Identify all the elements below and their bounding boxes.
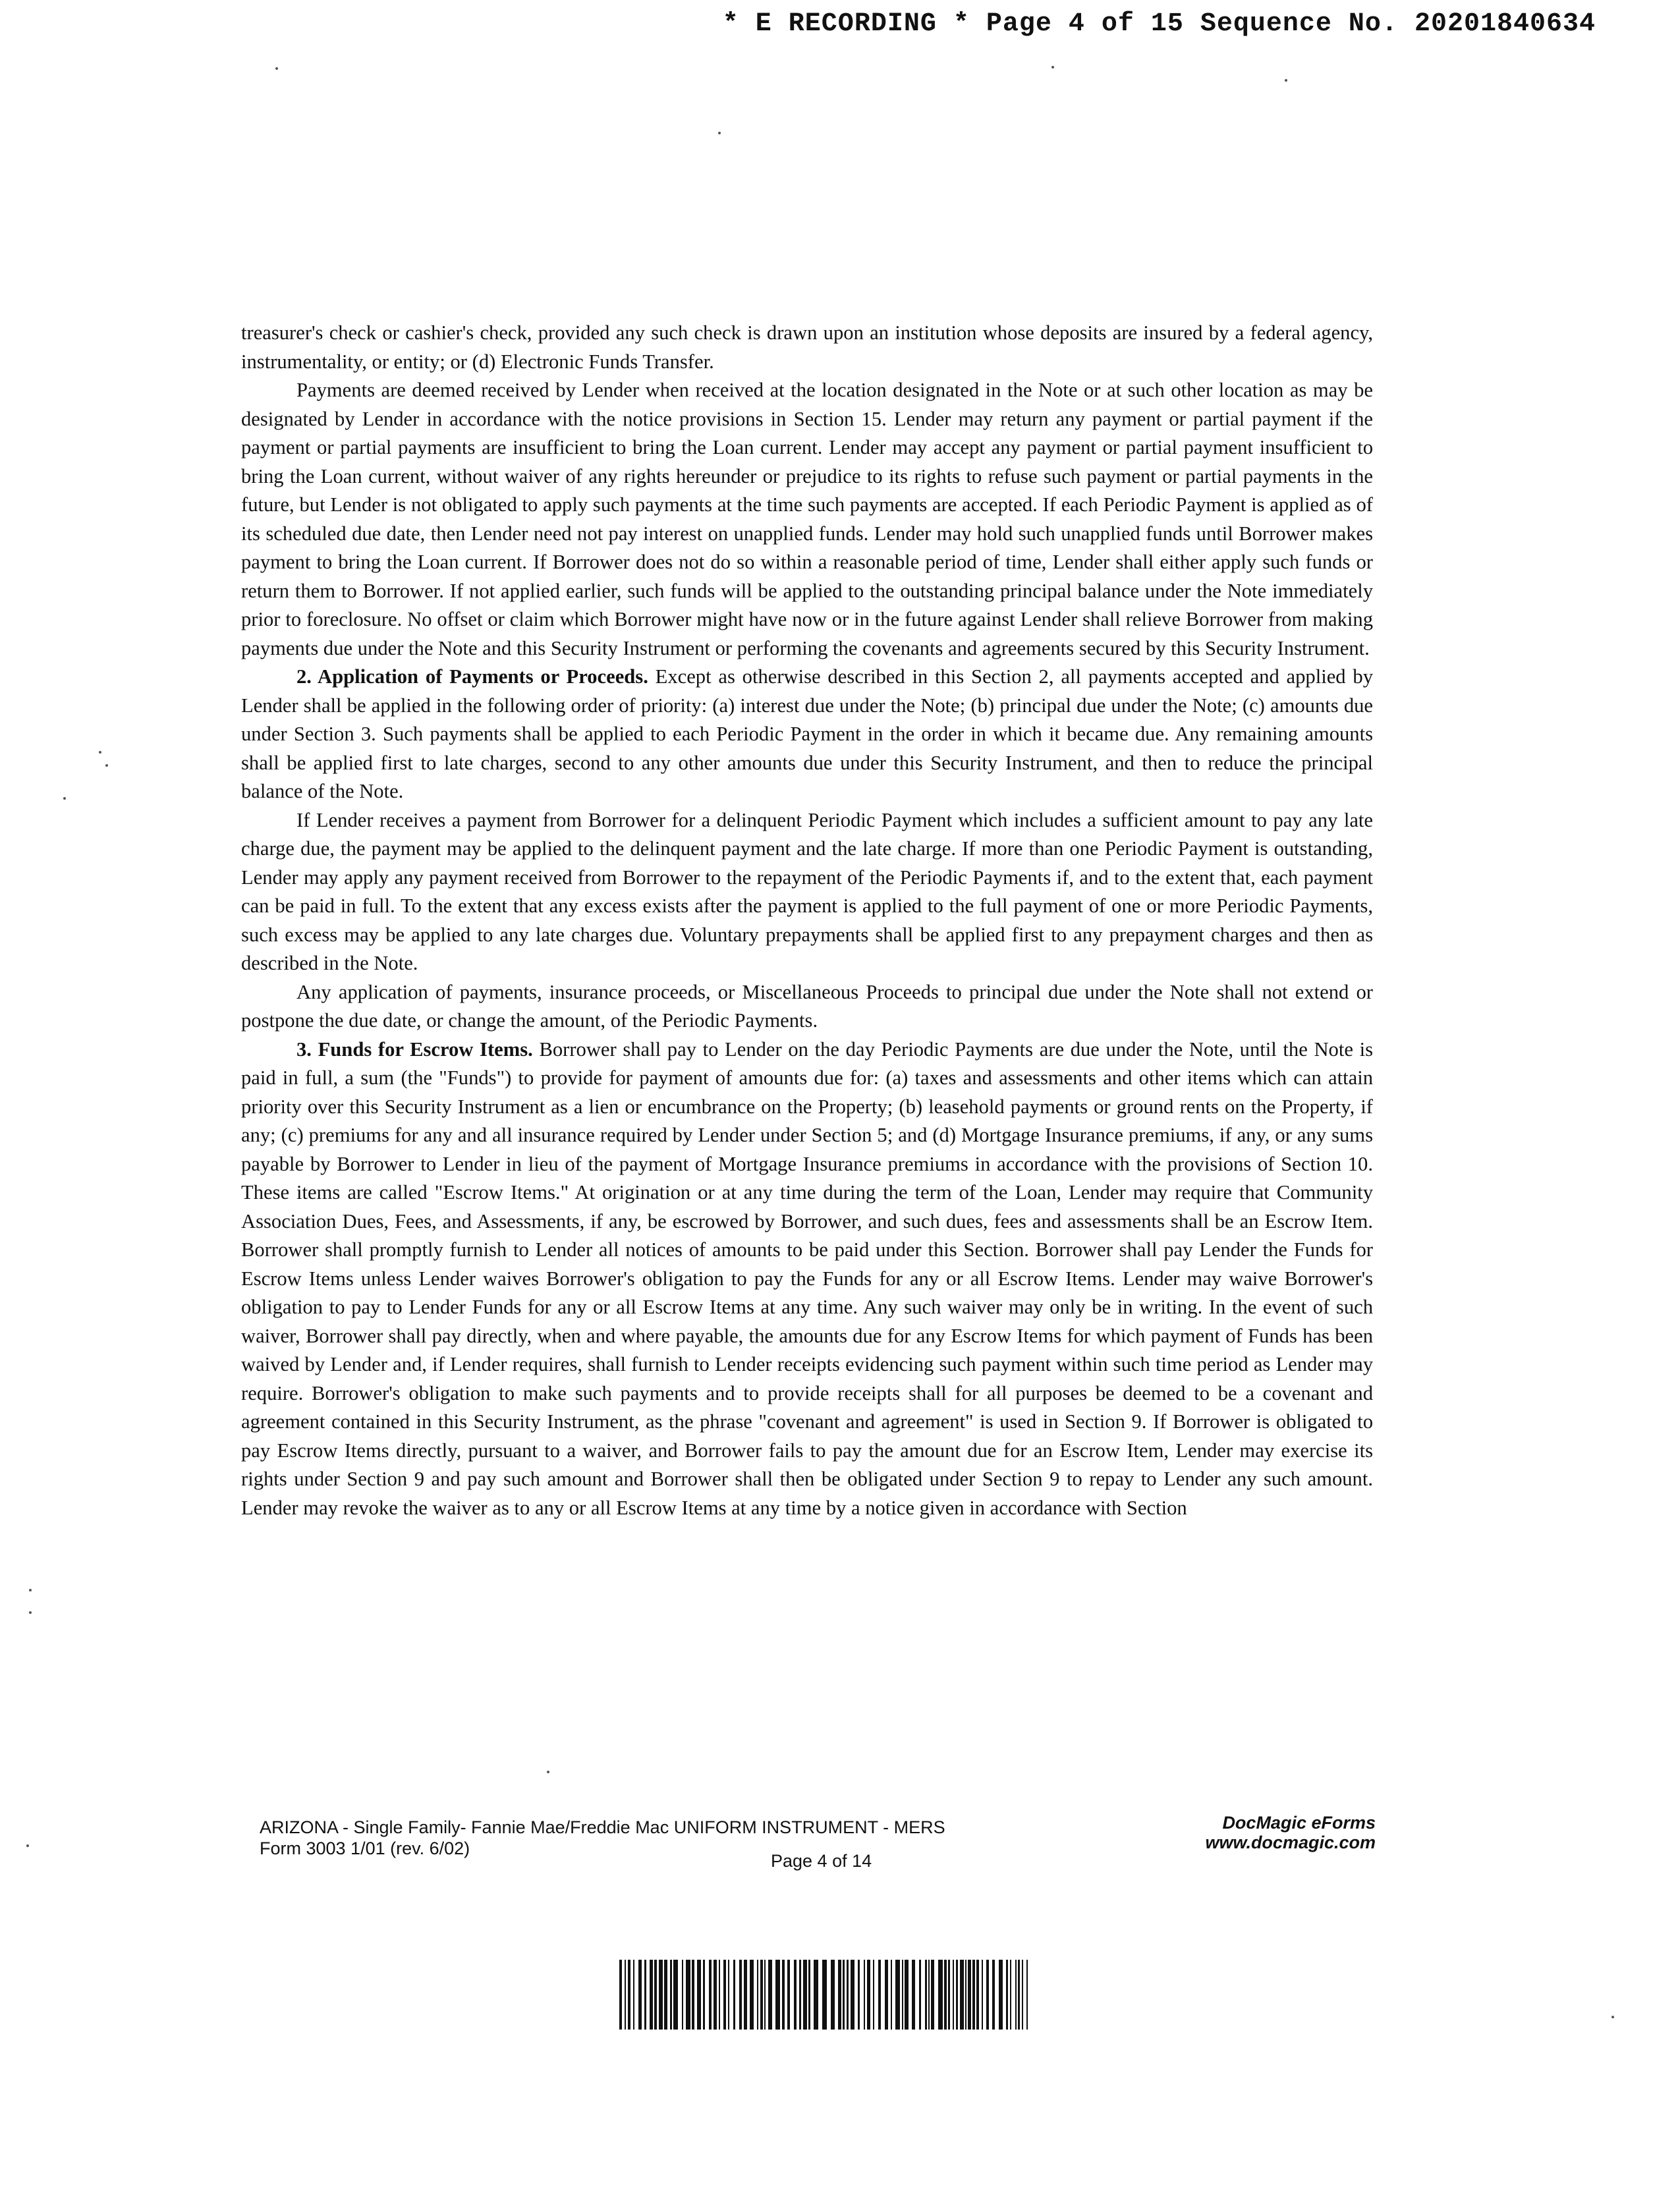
footer-form-line-1: ARIZONA - Single Family- Fannie Mae/Freddie Mac UNIFORM INSTRUMENT - MERS: [260, 1817, 945, 1837]
recording-header: * E RECORDING * Page 4 of 15 Sequence No. 20201840634: [722, 9, 1596, 39]
barcode-bar: [757, 1960, 758, 2030]
barcode-bar: [799, 1960, 801, 2030]
barcode-bar: [625, 1960, 626, 2030]
barcode: [619, 1960, 1028, 2030]
section-2-paragraph: [241, 663, 1373, 806]
scan-speck: [63, 797, 66, 800]
barcode-bar: [948, 1960, 950, 2030]
barcode-bar: [794, 1960, 797, 2030]
barcode-bar: [864, 1960, 865, 2030]
barcode-bar: [1015, 1960, 1017, 2030]
scan-speck: [1051, 66, 1054, 69]
barcode-bar: [902, 1960, 903, 2030]
barcode-bar: [919, 1960, 921, 2030]
scan-speck: [29, 1611, 32, 1614]
barcode-bar: [986, 1960, 989, 2030]
barcode-bar: [670, 1960, 672, 2030]
barcode-bar: [1026, 1960, 1028, 2030]
barcode-bar: [968, 1960, 971, 2030]
barcode-bar: [885, 1960, 888, 2030]
paragraph-delinquent-payment: If Lender receives a payment from Borrower for a delinquent Periodic Payment which includes a sufficient amount to pay any late charge due, the payment may be applied to the delinquent payment and the late charge. If more than one Periodic Payment is outstanding, Lender may apply any payment received from Borrower to the repayment of the Periodic Payments if, and to the extent that, each payment can be paid in full. To the extent that any excess exists after the payment is applied to the full payment of one or more Periodic Payments, such excess may be applied to any late charges due. Voluntary prepayments shall be applied first to any prepayment charges and then as described in the Note.: [241, 808, 1373, 974]
barcode-bar: [633, 1960, 634, 2030]
paragraph-payments-received: Payments are deemed received by Lender when received at the location designated in the Note or at such other location as may be designated by Lender in accordance with the notice provisions in Section 15. Lender may return any payment or partial payment if the payment or partial payments are insufficient to bring the Loan current. Lender may accept any payment or partial payment insufficient to bring the Loan current, without waiver of any rights hereunder or prejudice to its rights to refuse such payment or partial payments in the future, but Lender is not obligated to apply such payments at the time such payments are accepted. If each Periodic Payment is applied as of its scheduled due date, then Lender need not pay interest on unapplied funds. Lender may hold such unapplied funds until Borrower makes payment to bring the Loan current. If Borrower does not do so within a reasonable period of time, Lender shall either apply such funds or return them to Borrower. If not applied earlier, such funds will be applied to the outstanding principal balance under the Note immediately prior to foreclosure. No offset or claim which Borrower might have now or in the future against Lender shall relieve Borrower from making payments due under the Note and this Security Instrument or performing the covenants and agreements secured by this Security Instrument.: [241, 379, 1373, 659]
barcode-bar: [719, 1960, 720, 2030]
barcode-bar: [858, 1960, 860, 2030]
barcode-bar: [775, 1960, 780, 2030]
footer-form-line-2: Form 3003 1/01 (rev. 6/02): [260, 1839, 470, 1858]
barcode-bar: [619, 1960, 622, 2030]
docmagic-logo: DocMagic eForms: [1222, 1813, 1376, 1833]
barcode-bar: [1018, 1960, 1020, 2030]
document-body: [241, 319, 1373, 1522]
barcode-bar: [787, 1960, 790, 2030]
barcode-bar: [650, 1960, 653, 2030]
barcode-bar: [878, 1960, 881, 2030]
docmagic-website: www.docmagic.com: [1205, 1833, 1376, 1852]
barcode-bar: [960, 1960, 964, 2030]
barcode-bar: [838, 1960, 841, 2030]
barcode-bar: [982, 1960, 983, 2030]
barcode-bar: [956, 1960, 958, 2030]
scan-speck: [547, 1771, 549, 1773]
barcode-bar: [709, 1960, 712, 2030]
barcode-bar: [976, 1960, 979, 2030]
barcode-bar: [1010, 1960, 1011, 2030]
barcode-bar: [891, 1960, 892, 2030]
scan-speck: [26, 1844, 29, 1847]
barcode-bar: [664, 1960, 667, 2030]
barcode-bar: [867, 1960, 870, 2030]
barcode-bar: [905, 1960, 909, 2030]
barcode-bar: [928, 1960, 930, 2030]
barcode-bar: [692, 1960, 694, 2030]
footer-page-number: Page 4 of 14: [771, 1851, 872, 1871]
barcode-bar: [628, 1960, 630, 2030]
barcode-bar: [847, 1960, 849, 2030]
barcode-bar: [654, 1960, 657, 2030]
scan-speck: [105, 764, 108, 767]
barcode-bar: [744, 1960, 747, 2030]
barcode-bar: [644, 1960, 646, 2030]
barcode-bar: [673, 1960, 678, 2030]
barcode-bar: [723, 1960, 726, 2030]
barcode-bar: [760, 1960, 763, 2030]
barcode-bar: [912, 1960, 915, 2030]
barcode-bar: [750, 1960, 754, 2030]
barcode-bar: [895, 1960, 900, 2030]
barcode-bar: [782, 1960, 785, 2030]
scan-speck: [1611, 2016, 1614, 2018]
barcode-bar: [972, 1960, 975, 2030]
barcode-bar: [999, 1960, 1003, 2030]
barcode-bar: [925, 1960, 927, 2030]
barcode-bar: [873, 1960, 874, 2030]
paragraph-application-of-payments: Any application of payments, insurance proceeds, or Miscellaneous Proceeds to principal due under the Note shall not extend or postpone the due date, or change the amount, of the Periodic Payments.: [241, 980, 1373, 1032]
scan-speck: [1285, 79, 1287, 82]
barcode-bar: [739, 1960, 742, 2030]
barcode-bar: [831, 1960, 835, 2030]
barcode-bar: [851, 1960, 854, 2030]
barcode-bar: [703, 1960, 705, 2030]
barcode-bar: [843, 1960, 845, 2030]
barcode-bar: [931, 1960, 934, 2030]
barcode-bar: [822, 1960, 827, 2030]
barcode-bar: [1022, 1960, 1023, 2030]
barcode-bar: [944, 1960, 947, 2030]
barcode-bar: [992, 1960, 995, 2030]
barcode-bar: [1006, 1960, 1008, 2030]
barcode-bar: [682, 1960, 683, 2030]
barcode-bar: [814, 1960, 818, 2030]
barcode-bar: [764, 1960, 766, 2030]
barcode-bar: [728, 1960, 729, 2030]
footer-brand: [1205, 1813, 1376, 1852]
scan-speck: [718, 132, 721, 134]
barcode-bar: [686, 1960, 690, 2030]
barcode-bar: [808, 1960, 810, 2030]
section-2-title: 2. Application of Payments or Proceeds.: [296, 665, 648, 688]
barcode-bar: [697, 1960, 701, 2030]
section-3-text: Borrower shall pay to Lender on the day Periodic Payments are due under the Note, until the Note is paid in full, a sum (the "Funds") to provide for payment of amounts due for: (a) taxes and assessments and other items which can attain priority over this Security Instrument as a lien or encumbrance on the Property; (b) leasehold payments or ground rents on the Property, if any; (c) premiums for any and all insurance required by Lender under Section 5; and (d) Mortgage Insurance premiums, if any, or any sums payable by Borrower to Lender in lieu of the payment of Mortgage Insurance premiums in accordance with the provisions of Section 10. These items are called "Escrow Items." At origination or at any time during the term of the Loan, Lender may require that Community Association Dues, Fees, and Assessments, if any, be escrowed by Borrower, and such dues, fees and assessments shall be an Escrow Item. Borrower shall promptly furnish to Lender all notices of amounts to be paid under this Section. Borrower shall pay Lender the Funds for Escrow Items unless Lender waives Borrower's obligation to pay the Funds for any or all Escrow Items. Lender may waive Borrower's obligation to pay to Lender Funds for any or all Escrow Items at any time. Any such waiver may only be in writing. In the event of such waiver, Borrower shall pay directly, when and where payable, the amounts due for any Escrow Items for which payment of Funds has been waived by Lender and, if Lender requires, shall furnish to Lender receipts evidencing such payment within such time period as Lender may require. Borrower's obligation to make such payments and to provide receipts shall for all purposes be deemed to be a covenant and agreement contained in this Security Instrument, as the phrase "covenant and agreement" is used in Section 9. If Borrower is obligated to pay Escrow Items directly, pursuant to a waiver, and Borrower fails to pay the amount due for an Escrow Item, Lender may exercise its rights under Section 9 and pay such amount and Borrower shall then be obligated under Section 9 to repay to Lender any such amount. Lender may revoke the waiver as to any or all Escrow Items at any time by a notice given in accordance with Section: [241, 1037, 1373, 1519]
scan-speck: [99, 751, 101, 754]
barcode-bar: [714, 1960, 717, 2030]
scan-speck: [29, 1589, 32, 1591]
barcode-bar: [659, 1960, 663, 2030]
scan-speck: [275, 67, 278, 70]
barcode-bar: [938, 1960, 943, 2030]
barcode-bar: [965, 1960, 966, 2030]
paragraph-continuation: treasurer's check or cashier's check, provided any such check is drawn upon an institution whose deposits are insured by a federal agency, instrumentality, or entity; or (d) Electronic Funds Transfer.: [241, 321, 1373, 373]
barcode-bar: [953, 1960, 954, 2030]
section-3-title: 3. Funds for Escrow Items.: [296, 1037, 533, 1061]
section-3-paragraph: [241, 1036, 1373, 1523]
barcode-bar: [733, 1960, 735, 2030]
barcode-bar: [768, 1960, 772, 2030]
barcode-bar: [803, 1960, 807, 2030]
section-2-text: Except as otherwise described in this Section 2, all payments accepted and applied by Lender shall be applied in the following order of priority: (a) interest due under the Note; (b) principal due under the Note; (c) amounts due under Section 3. Such payments shall be applied to each Periodic Payment in the order in which it became due. Any remaining amounts shall be applied first to late charges, second to any other amounts due under this Security Instrument, and then to reduce the principal balance of the Note.: [241, 665, 1374, 802]
barcode-bar: [638, 1960, 642, 2030]
